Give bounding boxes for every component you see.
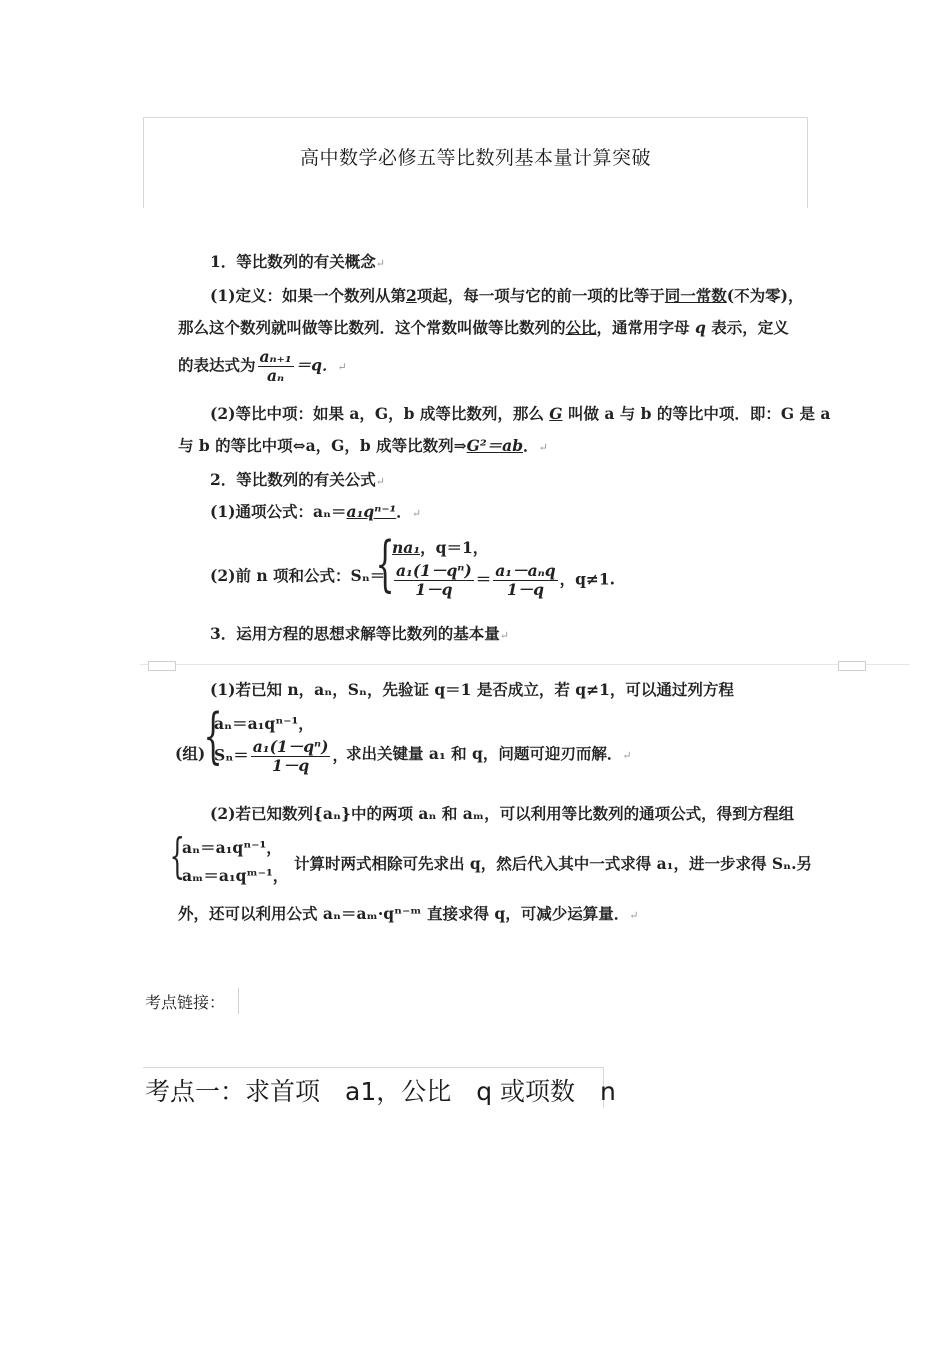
geometric-mean-line: (2)等比中项：如果 a，G，b 成等比数列，那么 G 叫做 a 与 b 的等比中项．即：G 是 a bbox=[210, 404, 831, 423]
separator-handle-right bbox=[838, 661, 866, 671]
method-2-brace: { bbox=[169, 828, 185, 884]
section-1-heading: 1．等比数列的有关概念↵ bbox=[210, 252, 386, 271]
method-2-conclusion: 计算时两式相除可先求出 q，然后代入其中一式求得 a₁，进一步求得 Sₙ.另 bbox=[294, 854, 812, 873]
page-separator bbox=[140, 664, 910, 665]
sum-formula-label: (2)前 n 项和公式：Sₙ＝ bbox=[210, 566, 386, 585]
general-term-formula: (1)通项公式：aₙ＝a₁qⁿ⁻¹．↵ bbox=[210, 502, 422, 521]
method-1-brace: { bbox=[203, 701, 223, 771]
method-2-line: (2)若已知数列{aₙ}中的两项 aₙ 和 aₘ，可以利用等比数列的通项公式，得到方程组 bbox=[210, 804, 795, 823]
method-1-equation-2: Sₙ＝ $\frac{\text{a₁(1－qⁿ)}}{1-q}$ ， bbox=[214, 737, 348, 775]
method-2-equation-1: aₙ＝a₁qⁿ⁻¹， bbox=[182, 838, 282, 857]
separator-handle-left bbox=[148, 661, 176, 671]
method-2-shortcut: 外，还可以利用公式 aₙ＝aₘ·qⁿ⁻ᵐ 直接求得 q，可减少运算量．↵ bbox=[178, 904, 639, 923]
geometric-mean-line-2: 与 b 的等比中项⇔a，G，b 成等比数列⇒G²＝ab．↵ bbox=[178, 436, 548, 455]
method-1-line: (1)若已知 n，aₙ，Sₙ，先验证 q＝1 是否成立，若 q≠1，可以通过列方程 bbox=[210, 680, 734, 699]
sum-case-q-not-1: $\frac{\text{a₁(1－qⁿ)}}{1-q}$ ＝ $\frac{\text{a₁－aₙq}}{1-q}$ ，q≠1. bbox=[396, 561, 616, 599]
section-3-heading: 3．运用方程的思想求解等比数列的基本量↵ bbox=[210, 624, 510, 643]
exam-point-link-label: 考点链接： bbox=[145, 993, 226, 1012]
section-2-heading: 2．等比数列的有关公式↵ bbox=[210, 470, 386, 489]
definition-formula-line: 的表达式为 $\frac{\text{aₙ₊₁}}{\text{aₙ}}$ ＝q．↵ bbox=[178, 347, 347, 385]
sum-case-q-equals-1: na₁，q＝1， bbox=[392, 538, 489, 557]
definition-line: (1)定义：如果一个数列从第2项起，每一项与它的前一项的比等于同一常数(不为零)， bbox=[210, 286, 804, 305]
ratio-fraction: $\frac{\text{aₙ₊₁}}{\text{aₙ}}$ bbox=[259, 347, 292, 385]
method-2-equation-2: aₘ＝a₁qᵐ⁻¹， bbox=[182, 866, 289, 885]
text-cursor-bar bbox=[238, 988, 239, 1014]
definition-line-2: 那么这个数列就叫做等比数列．这个常数叫做等比数列的公比，通常用字母 q 表示，定义 bbox=[178, 318, 789, 337]
document-title: 高中数学必修五等比数列基本量计算突破 bbox=[299, 147, 651, 169]
method-1-equation-1: aₙ＝a₁qⁿ⁻¹， bbox=[214, 714, 314, 733]
sum-formula-brace: { bbox=[375, 529, 395, 599]
method-1-group-label: (组) bbox=[175, 744, 206, 763]
exam-point-1-heading: 考点一：求首项 a1，公比 q 或项数 n bbox=[145, 1077, 616, 1106]
method-1-conclusion: 求出关键量 a₁ 和 q，问题可迎刃而解．↵ bbox=[346, 744, 632, 763]
